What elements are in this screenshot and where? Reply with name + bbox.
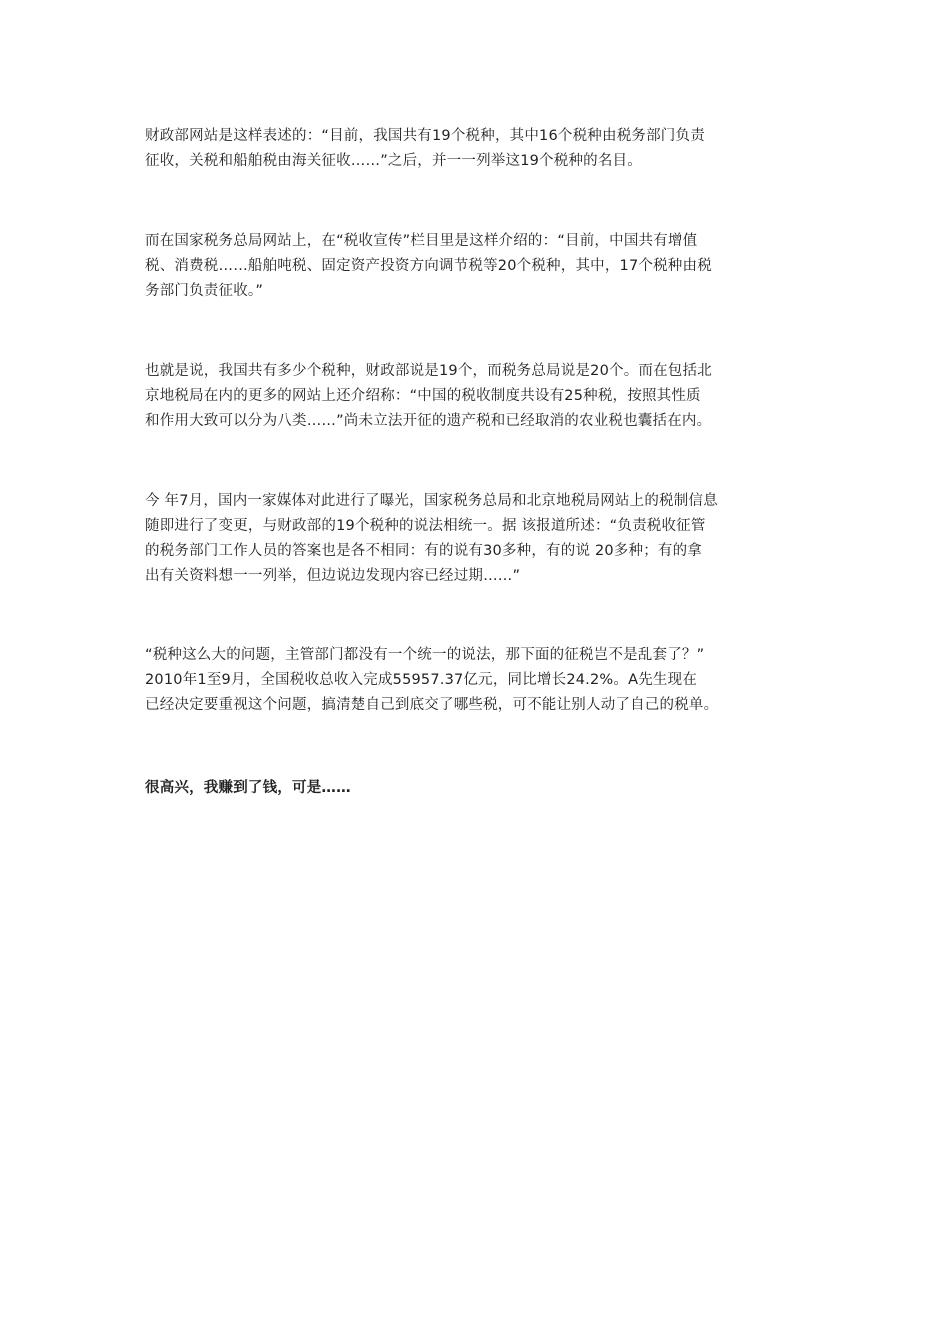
paragraph-line: 已经决定要重视这个问题，搞清楚自己到底交了哪些税，可不能让别人动了自己的税单。 [145,697,719,713]
paragraph-line: 税、消费税……船舶吨税、固定资产投资方向调节税等20个税种，其中，17个税种由税 [145,258,712,274]
paragraph-line: 京地税局在内的更多的网站上还介绍称：“中国的税收制度共设有25种税，按照其性质 [145,388,701,404]
paragraph-tax-revenue [145,643,815,718]
paragraph-mof-statement [145,124,815,174]
paragraph-line: 和作用大致可以分为八类……”尚未立法开征的遗产税和已经取消的农业税也囊括在内。 [145,413,712,429]
paragraph-line: 征收，关税和船舶税由海关征收……”之后，并一一列举这19个税种的名目。 [145,153,642,169]
paragraph-line: 的税务部门工作人员的答案也是各不相同：有的说有30多种，有的说 20多种；有的拿 [145,543,703,559]
paragraph-sat-statement [145,229,815,304]
paragraph-line: 而在国家税务总局网站上，在“税收宣传”栏目里是这样介绍的：“目前，中国共有增值 [145,233,698,249]
closing-heading [145,776,815,801]
paragraph-line: 随即进行了变更，与财政部的19个税种的说法相统一。据 该报道所述：“负责税收征管 [145,518,706,534]
paragraph-line: 财政部网站是这样表述的：“目前，我国共有19个税种，其中16个税种由税务部门负责 [145,128,705,144]
paragraph-line: 出有关资料想一一列举，但边说边发现内容已经过期……” [145,568,521,584]
paragraph-tax-count-discrepancy [145,359,815,434]
paragraph-line: 2010年1至9月，全国税收总收入完成55957.37亿元，同比增长24.2%。A先生现在 [145,672,698,688]
closing-line: 很高兴，我赚到了钱，可是…… [145,780,351,796]
paragraph-line: 也就是说，我国共有多少个税种，财政部说是19个，而税务总局说是20个。而在包括北 [145,363,712,379]
paragraph-line: 务部门负责征收。” [145,283,264,299]
paragraph-line: 今 年7月，国内一家媒体对此进行了曝光，国家税务总局和北京地税局网站上的税制信息 [145,493,718,509]
paragraph-line: “税种这么大的问题，主管部门都没有一个统一的说法，那下面的征税岂不是乱套了？” [145,647,705,663]
paragraph-media-exposure [145,489,815,589]
